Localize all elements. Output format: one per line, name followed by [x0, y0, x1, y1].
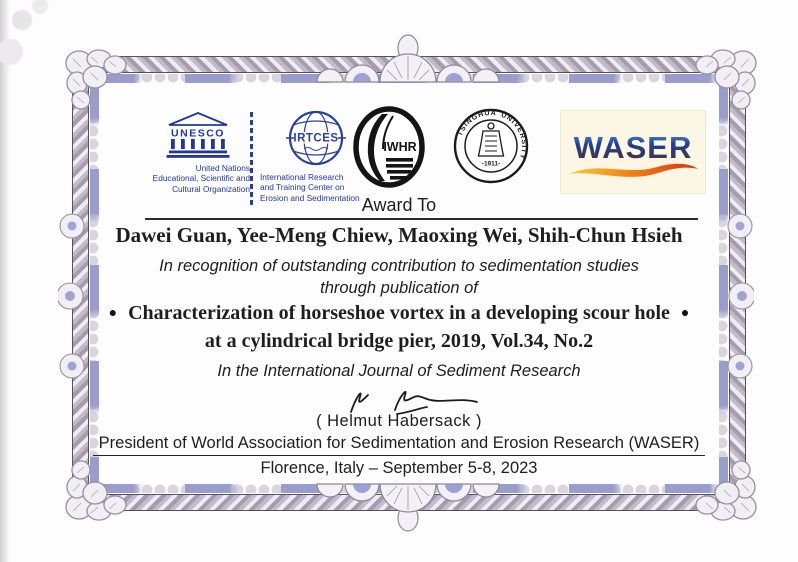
iwhr-logo [352, 106, 426, 193]
iwhr-emblem-icon [352, 106, 426, 188]
venue-date: Florence, Italy – September 5-8, 2023 [260, 459, 538, 477]
frame-lace-bottom [89, 484, 729, 493]
paper-title-line-1 [60, 302, 738, 325]
recipient-names: Dawei Guan, Yee-Meng Chiew, Maoxing Wei, Shih-Chun Hsieh [115, 223, 683, 247]
svg-text:UNESCO: UNESCO [171, 127, 225, 140]
unesco-logo [146, 112, 250, 194]
waser-wordmark-icon [563, 114, 703, 190]
svg-text:IRTCES: IRTCES [293, 132, 339, 145]
frame-band-top [72, 56, 746, 73]
svg-text:-1911-: -1911- [481, 160, 501, 168]
frame-lace-top [89, 74, 729, 83]
svg-text:UNIVERSITY: UNIVERSITY [499, 111, 528, 161]
irtces-caption: International Research and Training Center on Erosion and Sedimentation [260, 172, 360, 203]
recognition-line-1: In recognition of outstanding contribution to sedimentation studies [159, 257, 639, 275]
signatory-name: ( Helmut Habersack ) [316, 412, 482, 430]
recognition-line-2: through publication of [320, 279, 478, 297]
paper-title-text-1: Characterization of horseshoe vortex in a developing scour hole [128, 302, 670, 324]
irtces-globe-icon [282, 110, 350, 168]
scan-crumple-marks [0, 0, 80, 90]
tsinghua-logo [452, 105, 530, 192]
unesco-caption: United Nations Educational, Scientific and Cultural Organization [152, 163, 250, 194]
bullet-icon: ● [108, 306, 118, 321]
dotted-separator [250, 112, 253, 208]
waser-logo [560, 110, 706, 194]
bullet-icon: ● [680, 306, 690, 321]
divider-rule [145, 218, 698, 220]
svg-text:WASER: WASER [573, 130, 693, 165]
award-to-label: Award To [361, 195, 437, 215]
unesco-temple-icon [166, 112, 230, 159]
frame-band-bottom [72, 494, 746, 511]
journal-line: In the International Journal of Sediment Research [217, 362, 581, 380]
paper-title-line-2: at a cylindrical bridge pier, 2019, Vol.34, No.2 [204, 330, 594, 352]
svg-text:IWHR: IWHR [383, 140, 417, 154]
signatory-title: President of World Association for Sedimentation and Erosion Research (WASER) [60, 434, 738, 456]
svg-text:TSINGHUA: TSINGHUA [456, 109, 498, 138]
tsinghua-seal-icon [452, 105, 530, 187]
